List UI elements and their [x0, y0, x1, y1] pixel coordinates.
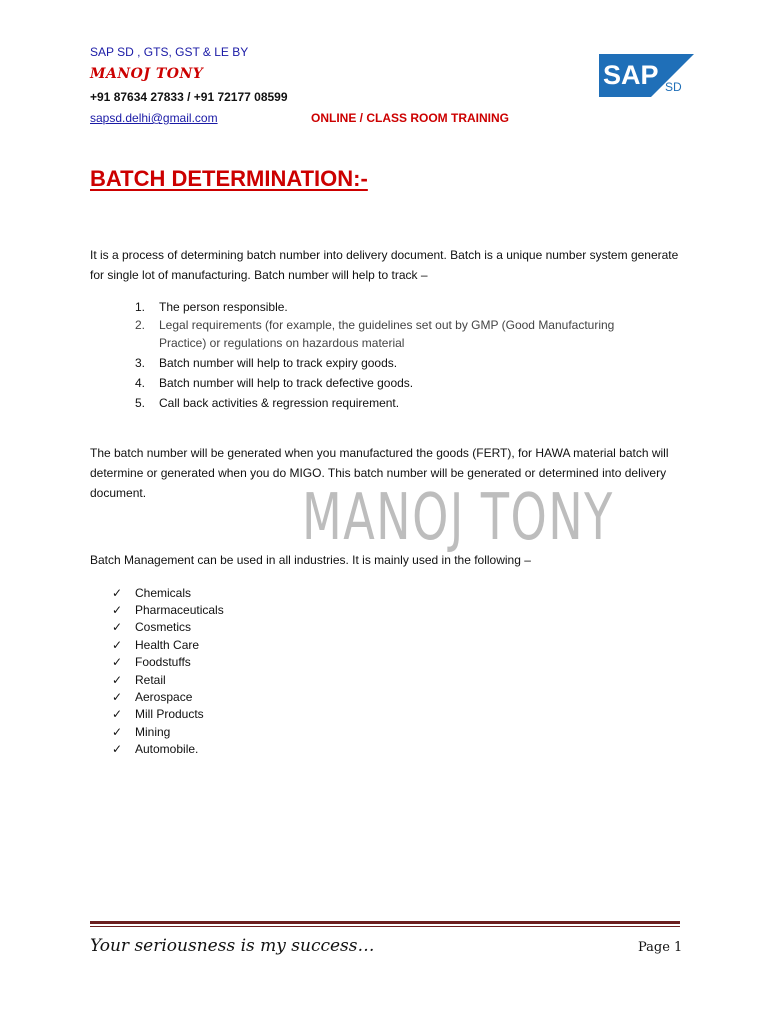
checkmark-icon: ✓ — [112, 585, 123, 600]
list-item — [112, 619, 224, 636]
list-item-text: Batch number will help to track defective goods. — [159, 376, 414, 390]
list-item-text: Batch number will help to track expiry goods. — [159, 356, 398, 370]
list-item-text: Legal requirements (for example, the guidelines set out by GMP (Good Manufacturing Practice) or regulations on hazardous material — [159, 318, 615, 350]
intro-paragraph: It is a process of determining batch number into delivery document. Batch is a unique number system generate for single lot of manufacturing. Batch number will help to track – — [90, 248, 679, 282]
industry-label: Cosmetics — [135, 620, 192, 635]
sap-sd-logo — [599, 54, 694, 97]
industry-label: Pharmaceuticals — [135, 603, 224, 618]
list-item — [112, 723, 224, 740]
list-item — [112, 671, 224, 688]
industry-label: Mining — [135, 724, 171, 739]
page-number: Page 1 — [638, 940, 683, 955]
header-email-link[interactable]: sapsd.delhi@gmail.com — [90, 111, 218, 125]
list-number: 3. — [135, 356, 146, 370]
batch-management-paragraph: Batch Management can be used in all industries. It is mainly used in the following – — [90, 553, 531, 567]
list-item — [112, 741, 224, 758]
header-training-label: ONLINE / CLASS ROOM TRAINING — [311, 111, 509, 125]
footer-divider-thin — [90, 926, 680, 927]
checkmark-icon: ✓ — [112, 690, 123, 705]
industry-label: Aerospace — [135, 690, 193, 705]
checkmark-icon: ✓ — [112, 655, 123, 670]
author-watermark: MANOJ TONY — [302, 481, 614, 555]
checkmark-icon: ✓ — [112, 637, 123, 652]
list-number: 5. — [135, 396, 146, 410]
header-phone: +91 87634 27833 / +91 72177 08599 — [90, 90, 288, 104]
list-item — [135, 394, 635, 412]
list-number: 1. — [135, 300, 146, 314]
checkmark-icon: ✓ — [112, 620, 123, 635]
header-course-line: SAP SD , GTS, GST & LE BY — [90, 45, 249, 59]
checkmark-icon: ✓ — [112, 724, 123, 739]
industries-list — [112, 584, 224, 758]
list-item — [112, 688, 224, 705]
logo-main-text: SAP — [603, 60, 659, 90]
checkmark-icon: ✓ — [112, 707, 123, 722]
industry-label: Chemicals — [135, 585, 192, 600]
logo-sub-text: SD — [665, 80, 682, 94]
list-item — [112, 601, 224, 618]
page-title: BATCH DETERMINATION:- — [90, 166, 368, 191]
footer-slogan: Your seriousness is my success… — [90, 936, 375, 956]
list-item — [135, 316, 635, 352]
tracking-reasons-list — [135, 298, 635, 412]
checkmark-icon: ✓ — [112, 672, 123, 687]
list-number: 2. — [135, 318, 146, 332]
checkmark-icon: ✓ — [112, 742, 123, 757]
list-item-text: Call back activities & regression requirement. — [159, 396, 400, 410]
list-item — [135, 374, 635, 392]
list-number: 4. — [135, 376, 146, 390]
list-item — [112, 584, 224, 601]
industry-label: Foodstuffs — [135, 655, 191, 670]
checkmark-icon: ✓ — [112, 603, 123, 618]
industry-label: Mill Products — [135, 707, 204, 722]
industry-label: Retail — [135, 672, 166, 687]
list-item-text: The person responsible. — [159, 300, 288, 314]
industry-label: Automobile. — [135, 742, 199, 757]
list-item — [135, 298, 635, 316]
industry-label: Health Care — [135, 637, 200, 652]
list-item — [112, 654, 224, 671]
header-author-name: MANOJ TONY — [90, 66, 204, 82]
batch-generation-paragraph: The batch number will be generated when you manufactured the goods (FERT), for HAWA material batch will determine or generated when you do MIGO. This batch number will be generated or determined into delivery document. — [90, 446, 669, 500]
footer-divider — [90, 921, 680, 924]
list-item — [135, 354, 635, 372]
list-item — [112, 636, 224, 653]
list-item — [112, 706, 224, 723]
